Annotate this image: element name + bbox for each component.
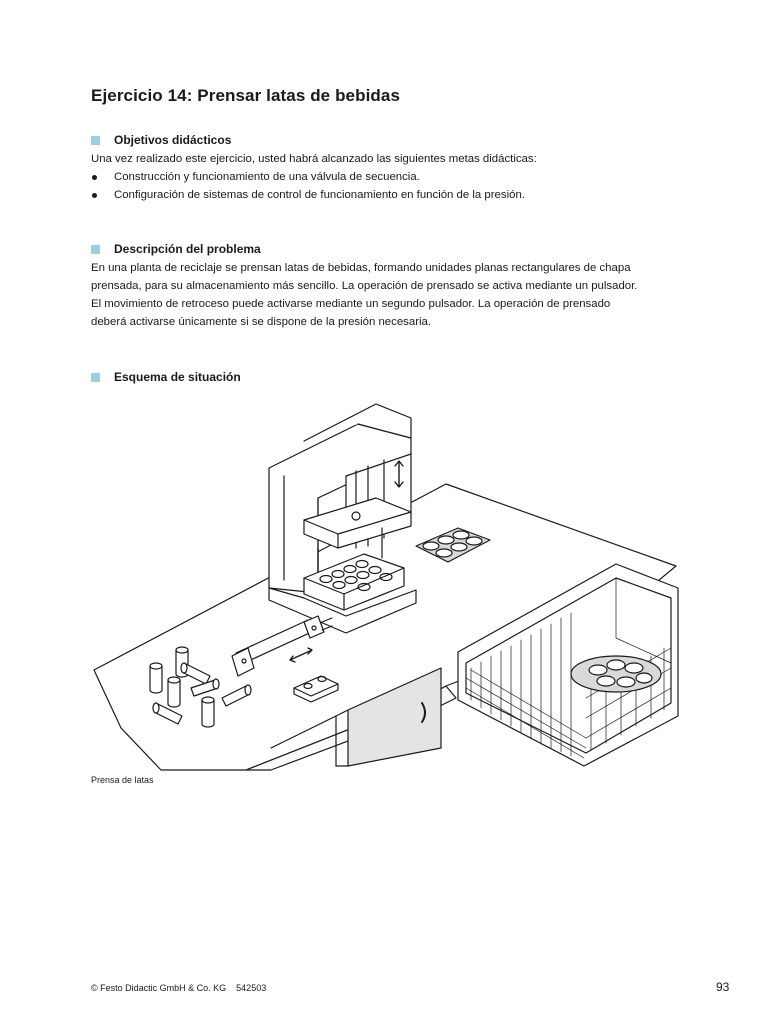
section-square-icon xyxy=(91,373,100,382)
objectives-list xyxy=(91,168,691,204)
problem-line: El movimiento de retroceso puede activarse mediante un segundo pulsador. La operación de prensado xyxy=(91,298,611,310)
press-frame xyxy=(269,404,416,633)
objectives-body xyxy=(91,150,691,204)
problem-line: En una planta de reciclaje se prensan latas de bebidas, formando unidades planas rectangulares de chapa xyxy=(91,262,631,274)
footer-copyright: © Festo Didactic GmbH & Co. KG xyxy=(91,983,227,993)
figure-caption: Prensa de latas xyxy=(91,775,154,785)
footer-doc-number: 542503 xyxy=(236,983,267,993)
can-press-illustration xyxy=(86,398,686,773)
problem-line: deberá activarse únicamente si se dispone de la presión necesaria. xyxy=(91,316,432,328)
section-square-icon xyxy=(91,136,100,145)
problem-body xyxy=(91,259,691,331)
schema-heading xyxy=(91,370,241,384)
objectives-heading-text: Objetivos didácticos xyxy=(114,133,232,147)
section-square-icon xyxy=(91,245,100,254)
objectives-heading xyxy=(91,133,231,147)
objective-item: Configuración de sistemas de control de funcionamiento en función de la presión. xyxy=(91,186,691,204)
footer xyxy=(91,983,266,993)
page-title: Ejercicio 14: Prensar latas de bebidas xyxy=(91,86,401,105)
schema-heading-text: Esquema de situación xyxy=(114,370,241,384)
problem-line: prensada, para su almacenamiento más sencillo. La operación de prensado se activa mediante un pulsador. xyxy=(91,280,638,292)
page-number: 93 xyxy=(716,980,730,994)
problem-heading xyxy=(91,242,261,256)
objective-item: Construcción y funcionamiento de una válvula de secuencia. xyxy=(91,168,691,186)
problem-heading-text: Descripción del problema xyxy=(114,242,261,256)
objectives-intro: Una vez realizado este ejercicio, usted habrá alcanzado las siguientes metas didácticas: xyxy=(91,153,537,165)
